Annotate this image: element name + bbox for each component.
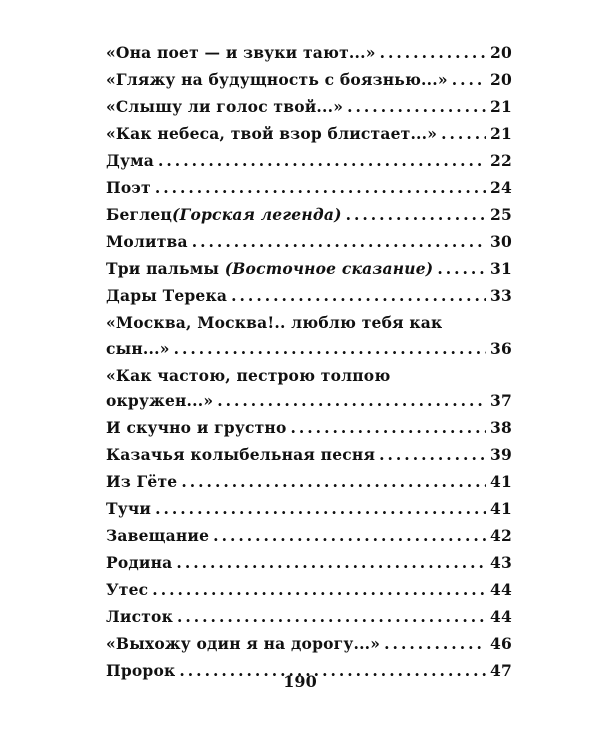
toc-entry-title: Дары Терека [106,286,228,305]
toc-entry [106,550,512,576]
toc-entry-title: «Выхожу один я на дорогу...» [106,634,381,653]
page-number: 190 [283,672,317,691]
toc-leader-dots [181,469,486,495]
toc-entry [106,40,512,66]
toc-leader-dots [380,40,486,66]
toc-entry-subtitle: (Восточное сказание) [224,259,434,278]
toc-entry-page: 44 [490,580,512,599]
toc-entry-title: «Как небеса, твой взор блистает...» [106,124,438,143]
toc-entry-title: Беглец [106,205,173,224]
toc-entry-title: Дума [106,151,155,170]
toc-leader-dots [217,388,486,414]
toc-entry-page: 20 [490,43,512,62]
toc-entry [106,256,512,282]
toc-leader-dots [379,442,486,468]
toc-entry-page: 42 [490,526,512,545]
toc-entry-title: И скучно и грустно [106,418,287,437]
toc-leader-dots [231,283,486,309]
toc-entry-page: 39 [490,445,512,464]
toc-leader-dots [177,604,486,630]
toc-leader-dots [452,67,486,93]
toc-entry-page: 20 [490,70,512,89]
toc-entry-title: «Она поет — и звуки тают...» [106,43,376,62]
toc-entry-title: Поэт [106,178,151,197]
toc-entry [106,577,512,603]
toc-leader-dots [291,415,487,441]
toc-entry [106,523,512,549]
toc-leader-dots [155,496,486,522]
toc-entry-title-line1: «Как частою, пестрою толпою [106,365,391,385]
toc-entry [106,175,512,201]
toc-leader-dots [346,202,486,228]
toc-entry-page: 21 [490,124,512,143]
toc-entry-page: 30 [490,232,512,251]
toc-entry-subtitle: (Горская легенда) [172,205,342,224]
toc-entry-page: 47 [490,661,512,680]
toc-entry [106,202,512,228]
toc-leader-dots [347,94,486,120]
toc-leader-dots [384,631,486,657]
table-of-contents [106,40,512,684]
toc-entry-title: Пророк [106,661,176,680]
toc-leader-dots [213,523,486,549]
toc-leader-dots [437,256,486,282]
toc-entry-title-line2: окружен...» [106,391,214,410]
toc-entry-title-line1: «Москва, Москва!.. люблю тебя как [106,313,443,332]
toc-entry [106,469,512,495]
toc-entry-page: 24 [490,178,512,197]
toc-leader-dots [176,550,486,576]
toc-entry-title: Завещание [106,526,210,545]
toc-entry [106,67,512,93]
toc-entry-page: 44 [490,607,512,626]
toc-entry-title: Три пальмы [106,259,220,278]
toc-entry [106,121,512,147]
toc-entry-page: 25 [490,205,512,224]
toc-entry-title: Тучи [106,499,152,518]
toc-leader-dots [441,121,486,147]
toc-entry-page: 41 [490,472,512,491]
toc-entry [106,229,512,255]
toc-entry-title-line2: сын...» [106,338,170,358]
toc-entry [106,94,512,120]
toc-leader-dots [158,148,486,174]
toc-entry-title: Листок [106,607,173,626]
toc-entry-title: «Слышу ли голос твой...» [106,97,344,116]
toc-entry-page: 33 [490,286,512,305]
toc-leader-dots [174,336,486,362]
toc-entry-page: 36 [490,338,512,358]
toc-entry-title: Утес [106,580,149,599]
toc-entry [106,415,512,441]
toc-entry-page: 37 [490,391,512,410]
toc-entry [106,442,512,468]
toc-entry [106,631,512,657]
toc-leader-dots [192,229,486,255]
toc-entry-page: 41 [490,499,512,518]
toc-entry-page: 31 [490,259,512,278]
toc-entry [106,363,512,414]
toc-leader-dots [152,577,486,603]
toc-entry-title: Родина [106,553,173,572]
toc-leader-dots [155,175,486,201]
toc-entry-page: 43 [490,553,512,572]
toc-entry-title: Казачья колыбельная песня [106,445,376,464]
toc-entry [106,604,512,630]
toc-entry-title: «Гляжу на будущность с боязнью...» [106,70,448,89]
toc-entry-page: 22 [490,151,512,170]
toc-entry-page: 21 [490,97,512,116]
toc-entry [106,148,512,174]
toc-entry [106,283,512,309]
toc-entry-title: Из Гёте [106,472,178,491]
toc-entry-page: 46 [490,634,512,653]
toc-entry [106,310,512,361]
toc-entry-page: 38 [490,418,512,437]
toc-entry-title: Молитва [106,232,188,251]
toc-entry [106,496,512,522]
